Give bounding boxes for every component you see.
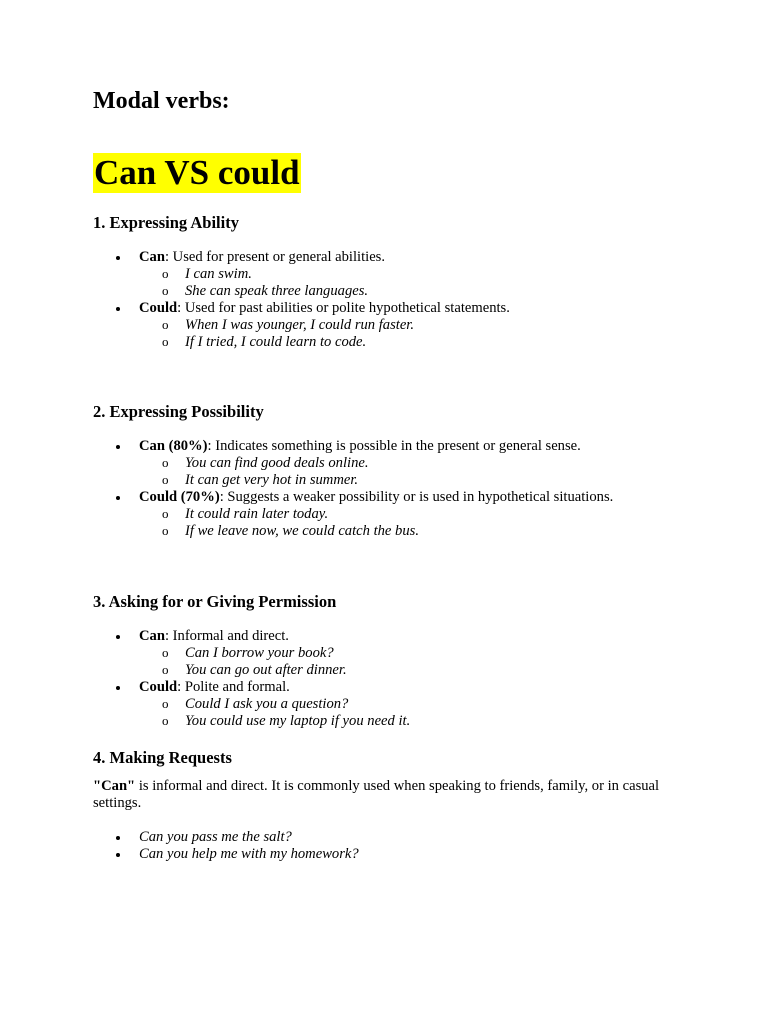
example-item: o Could I ask you a question? xyxy=(139,696,410,713)
list-item xyxy=(93,300,510,351)
example-item: o She can speak three languages. xyxy=(139,283,510,300)
list-item xyxy=(93,249,510,300)
term: "Can" xyxy=(93,778,136,794)
example-item: o You could use my laptop if you need it. xyxy=(139,713,410,730)
example-item: o When I was younger, I could run faster. xyxy=(139,317,510,334)
example-list xyxy=(139,455,613,489)
list-item xyxy=(93,489,613,540)
requests-example-list xyxy=(93,829,359,863)
term: Could xyxy=(139,300,178,316)
example-item: o If we leave now, we could catch the bus. xyxy=(139,523,613,540)
list-item: Can you help me with my homework? xyxy=(93,846,359,863)
term: Can xyxy=(139,249,165,265)
example-list xyxy=(139,696,410,730)
paragraph-text: is informal and direct. It is commonly used when speaking to friends, family, or in casual settings. xyxy=(93,778,660,811)
section-heading-ability: 1. Expressing Ability xyxy=(93,213,239,232)
description: : Suggests a weaker possibility or is used in hypothetical situations. xyxy=(219,489,614,505)
section-heading-requests: 4. Making Requests xyxy=(93,748,232,767)
example-item: o Can I borrow your book? xyxy=(139,645,410,662)
example-list xyxy=(139,506,613,540)
highlighted-subtitle: Can VS could xyxy=(94,153,300,192)
example-list xyxy=(139,317,510,351)
example-item: o You can go out after dinner. xyxy=(139,662,410,679)
list-item xyxy=(93,679,410,730)
list-item xyxy=(93,438,613,489)
document-title: Modal verbs: xyxy=(93,88,230,114)
section-heading-permission: 3. Asking for or Giving Permission xyxy=(93,592,337,611)
requests-paragraph xyxy=(93,778,673,812)
description: : Informal and direct. xyxy=(164,628,289,644)
example-item: o It could rain later today. xyxy=(139,506,613,523)
possibility-list xyxy=(93,438,613,540)
section-heading-possibility: 2. Expressing Possibility xyxy=(93,402,264,421)
description: : Used for past abilities or polite hypothetical statements. xyxy=(177,300,510,316)
term: Could (70%) xyxy=(139,489,220,505)
list-item xyxy=(93,628,410,679)
example-item: o It can get very hot in summer. xyxy=(139,472,613,489)
example-list xyxy=(139,645,410,679)
term: Can (80%) xyxy=(139,438,208,454)
list-item: Can you pass me the salt? xyxy=(93,829,359,846)
description: : Indicates something is possible in the present or general sense. xyxy=(207,438,581,454)
example-item: o You can find good deals online. xyxy=(139,455,613,472)
example-list xyxy=(139,266,510,300)
example-item: o I can swim. xyxy=(139,266,510,283)
term: Can xyxy=(139,628,165,644)
term: Could xyxy=(139,679,178,695)
description: : Polite and formal. xyxy=(177,679,290,695)
permission-list xyxy=(93,628,410,730)
ability-list xyxy=(93,249,510,351)
example-item: o If I tried, I could learn to code. xyxy=(139,334,510,351)
description: : Used for present or general abilities. xyxy=(164,249,385,265)
